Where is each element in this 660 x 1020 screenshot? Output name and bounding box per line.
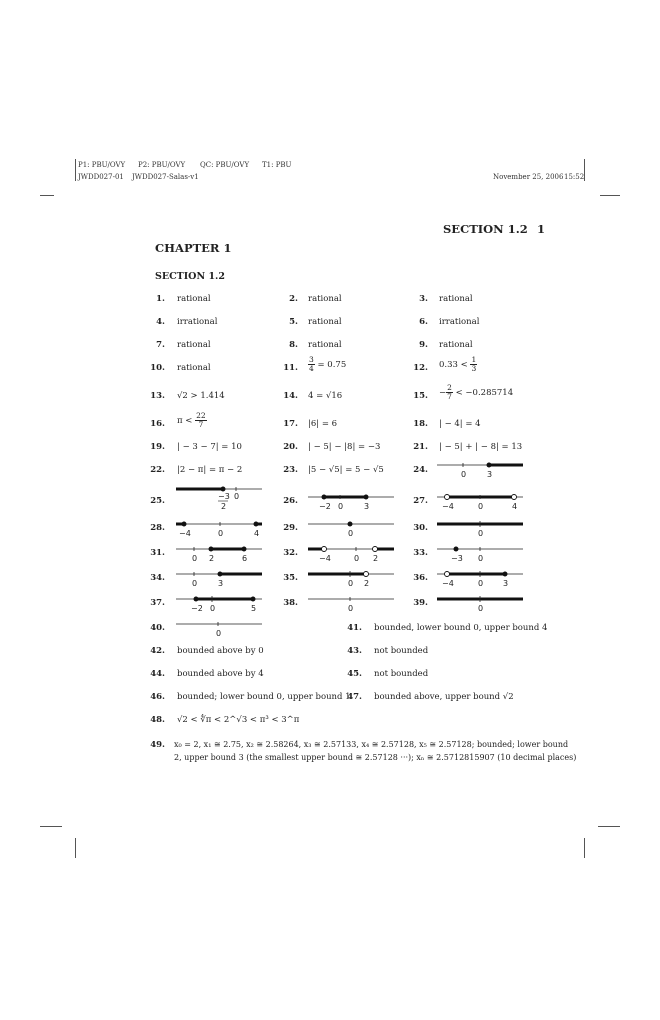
answer-text: |2 − π| = π − 2 [177, 465, 243, 475]
answer-number: 18. [413, 419, 428, 429]
answer-text: rational [439, 294, 473, 304]
number-line-35 [308, 567, 398, 589]
answer-expression: $\frac{3}{4}$ = 0.75 [309, 355, 347, 373]
tick-label: 0 [338, 502, 344, 511]
tick-label: 0 [210, 604, 216, 613]
print-info-date: November 25, 2006 [493, 173, 564, 181]
answer-number: 36. [413, 573, 428, 583]
number-line-31 [176, 542, 266, 564]
answer-text: | − 5| + | − 8| = 13 [439, 442, 523, 452]
print-info-file: JWDD027-Salas-v1 [132, 173, 199, 181]
answer-text: 4 = √16 [308, 391, 343, 401]
answer-text: rational [308, 317, 342, 327]
answer-number: 45. [347, 669, 362, 679]
answer-number: 17. [283, 419, 298, 429]
tick-label: 0 [216, 629, 222, 638]
answer-text: |5 − √5| = 5 − √5 [308, 465, 384, 475]
print-info-t1: T1: PBU [262, 161, 292, 169]
answer-number: 20. [283, 442, 298, 452]
header-left-rule [75, 159, 76, 181]
answer-text: |6| = 6 [308, 419, 338, 429]
answer-number: 22. [150, 465, 165, 475]
tick-label: −2 [319, 502, 331, 511]
answer-number: 25. [150, 496, 165, 506]
answer-text: not bounded [374, 669, 429, 679]
tick-label: 0 [354, 554, 360, 563]
answer-number: 28. [150, 523, 165, 533]
tick-label: −4 [319, 554, 331, 563]
number-line-25 [176, 485, 266, 511]
answer-number: 44. [150, 669, 165, 679]
tick-label: 0 [478, 604, 484, 613]
tick-label: 3 [487, 470, 493, 479]
answer-number: 3. [419, 294, 428, 304]
number-line-40 [176, 617, 266, 639]
tick-label: 0 [218, 529, 224, 538]
tick-label: 3 [364, 502, 370, 511]
number-line-33 [437, 542, 527, 564]
answer-text: irrational [439, 317, 480, 327]
tick-label: 6 [242, 554, 248, 563]
number-line-38 [308, 592, 398, 614]
answer-number: 43. [347, 646, 362, 656]
fraction: $\frac{1}{3}$ [471, 355, 477, 373]
chapter-title: CHAPTER 1 [155, 241, 232, 255]
print-info-qc: QC: PBU/OVY [200, 161, 250, 169]
answer-number: 7. [156, 340, 165, 350]
answer-number: 27. [413, 496, 428, 506]
answer-text: rational [439, 340, 473, 350]
running-head-page-number: 1 [537, 222, 546, 236]
running-head-section: SECTION 1.2 [443, 222, 528, 236]
tick-label: 0 [461, 470, 467, 479]
answer-number: 21. [413, 442, 428, 452]
tick-label: −4 [179, 529, 191, 538]
tick-label: 2 [209, 554, 215, 563]
tick-label: 4 [254, 529, 260, 538]
answer-number: 42. [150, 646, 165, 656]
section-title: SECTION 1.2 [155, 271, 225, 282]
tick-label: 0 [348, 604, 354, 613]
answer-text: rational [177, 340, 211, 350]
answer-text: √2 > 1.414 [177, 391, 225, 401]
number-line-24 [437, 458, 527, 480]
print-info-time: 15:52 [564, 173, 585, 181]
answer-number: 6. [419, 317, 428, 327]
answer-number: 19. [150, 442, 165, 452]
tick-label: 0 [192, 579, 198, 588]
answer-number: 40. [150, 623, 165, 633]
fraction: $\frac{2}{7}$ [447, 383, 452, 401]
answer-number: 33. [413, 548, 428, 558]
tick-label: 0 [478, 529, 484, 538]
tick-label: −2 [191, 604, 203, 613]
answer-number: 4. [156, 317, 165, 327]
answer-number: 23. [283, 465, 298, 475]
answer-number: 32. [283, 548, 298, 558]
tick-label: 0 [348, 529, 354, 538]
answer-number: 29. [283, 523, 298, 533]
number-line-27 [437, 490, 527, 512]
answer-number: 15. [413, 391, 428, 401]
header-crop-mark-left [40, 195, 54, 196]
tick-label: 3 [218, 579, 224, 588]
answer-number: 1. [156, 294, 165, 304]
tick-label: 2 [373, 554, 379, 563]
tick-label: 0 [478, 579, 484, 588]
answer-number: 30. [413, 523, 428, 533]
number-line-34 [176, 567, 266, 589]
answer-text: rational [177, 294, 211, 304]
print-info-p2: P2: PBU/OVY [138, 161, 186, 169]
answer-text: bounded above, upper bound √2 [374, 692, 514, 702]
tick-label: 0 [478, 554, 484, 563]
tick-label: 0 [478, 502, 484, 511]
answer-text: 2, upper bound 3 (the smallest upper bound ≅ 2.57128 ···); xₙ ≅ 2.5712815907 (10 decimal places) [174, 753, 577, 762]
tick-label: 2 [364, 579, 370, 588]
number-line-36 [437, 567, 527, 589]
number-line-29 [308, 517, 398, 539]
answer-text: irrational [177, 317, 218, 327]
answer-number: 11. [283, 363, 298, 373]
tick-label: 0 [192, 554, 198, 563]
answer-expression: π < $\frac{22}{7}$ [177, 411, 206, 429]
answer-text: rational [308, 294, 342, 304]
answer-number: 35. [283, 573, 298, 583]
answer-text: bounded, lower bound 0, upper bound 4 [374, 623, 548, 633]
print-info-p1: P1: PBU/OVY [78, 161, 126, 169]
footer-right-rule [584, 838, 585, 858]
answer-text: not bounded [374, 646, 429, 656]
number-line-39 [437, 592, 527, 614]
answer-number: 26. [283, 496, 298, 506]
answer-text: rational [177, 363, 211, 373]
print-info-job: JWDD027-01 [78, 173, 124, 181]
answer-number: 16. [150, 419, 165, 429]
answer-text: | − 5| − |8| = −3 [308, 442, 381, 452]
tick-label: −3 [218, 492, 230, 501]
answer-number: 41. [347, 623, 362, 633]
answer-number: 39. [413, 598, 428, 608]
number-line-32 [308, 542, 398, 564]
answer-text: x₀ = 2, x₁ ≅ 2.75, x₂ ≅ 2.58264, x₃ ≅ 2.57133, x₄ ≅ 2.57128, x₅ ≅ 2.57128; bounded; lower bound [174, 740, 569, 749]
answer-number: 49. [150, 740, 165, 750]
tick-label: −4 [442, 502, 454, 511]
fraction: $\frac{3}{4}$ [309, 355, 314, 373]
answer-expression: − $\frac{2}{7}$ < −0.285714 [439, 383, 514, 401]
answer-number: 2. [289, 294, 298, 304]
answer-number: 5. [289, 317, 298, 327]
number-line-26 [308, 490, 398, 512]
answer-number: 38. [283, 598, 298, 608]
tick-label: 3 [503, 579, 509, 588]
footer-left-rule [75, 838, 76, 858]
footer-crop-mark-left [40, 826, 62, 827]
tick-label: 0 [234, 492, 240, 501]
answer-number: 10. [150, 363, 165, 373]
tick-label: 4 [512, 502, 518, 511]
header-crop-mark-right [600, 195, 620, 196]
answer-text: bounded; lower bound 0, upper bound 1 [177, 692, 351, 702]
answer-number: 47. [347, 692, 362, 702]
tick-label: 5 [251, 604, 257, 613]
tick-label: 2 [221, 502, 227, 511]
answer-number: 24. [413, 465, 428, 475]
tick-label: 0 [348, 579, 354, 588]
tick-label: −3 [451, 554, 463, 563]
footer-crop-mark-right [598, 826, 620, 827]
number-line-37 [176, 592, 266, 614]
answer-text: bounded above by 0 [177, 646, 264, 656]
number-line-30 [437, 517, 527, 539]
answer-number: 9. [419, 340, 428, 350]
answer-text: √2 < ∜π < 2^√3 < π³ < 3^π [177, 715, 300, 725]
answer-text: rational [308, 340, 342, 350]
answer-number: 31. [150, 548, 165, 558]
answer-number: 14. [283, 391, 298, 401]
answer-text: | − 3 − 7| = 10 [177, 442, 242, 452]
answer-expression: 0.33 < $\frac{1}{3}$ [439, 355, 477, 373]
answer-text: | − 4| = 4 [439, 419, 481, 429]
number-line-28 [176, 517, 266, 539]
answer-text: bounded above by 4 [177, 669, 264, 679]
answer-number: 12. [413, 363, 428, 373]
answer-number: 8. [289, 340, 298, 350]
answer-number: 46. [150, 692, 165, 702]
answer-number: 34. [150, 573, 165, 583]
tick-label: −4 [442, 579, 454, 588]
answer-number: 48. [150, 715, 165, 725]
answer-number: 13. [150, 391, 165, 401]
fraction: $\frac{22}{7}$ [196, 411, 206, 429]
answer-number: 37. [150, 598, 165, 608]
